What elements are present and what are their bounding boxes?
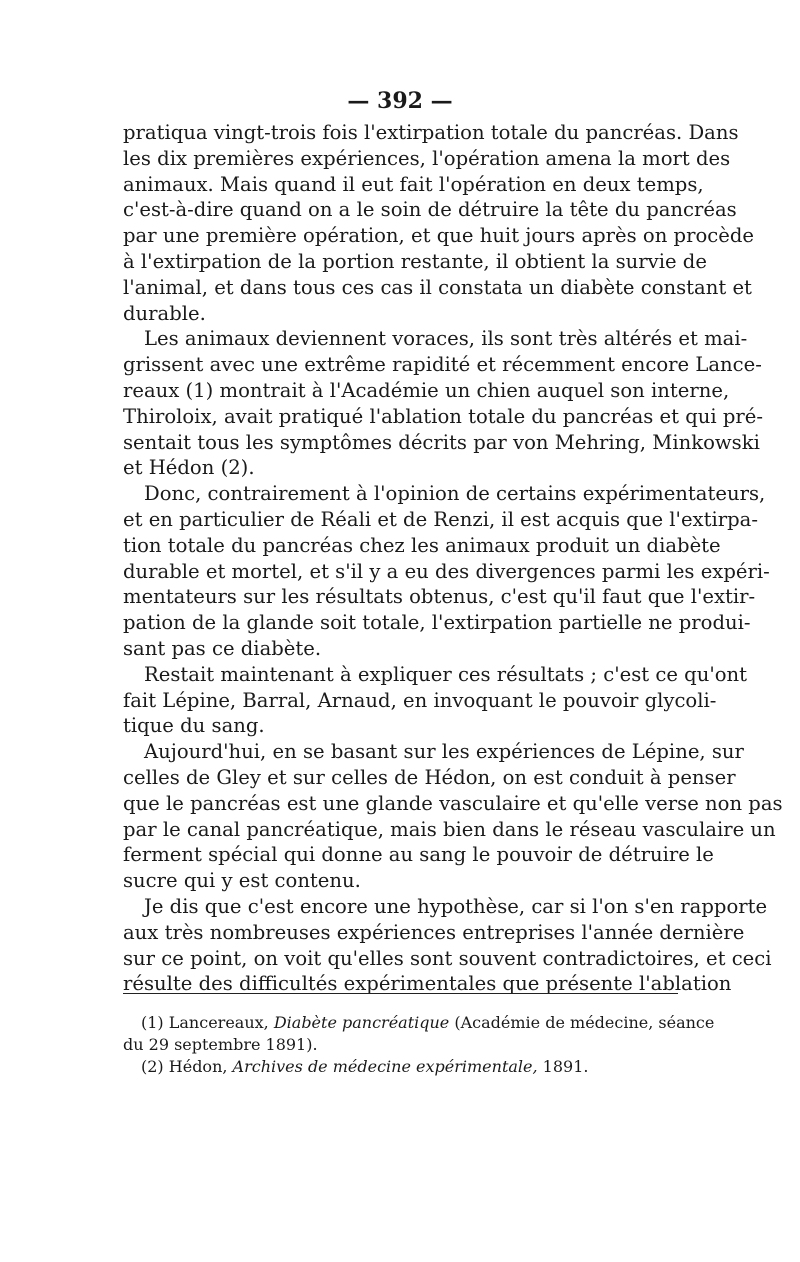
text-line: tique du sang. [123, 714, 265, 738]
paragraph [123, 120, 754, 326]
body-text [123, 120, 783, 997]
footnote-marker: (2) [141, 1057, 164, 1076]
footnote-1 [123, 1012, 715, 1056]
footnote-title: Archives de médecine expérimentale, [232, 1057, 538, 1076]
text-line: sant pas ce diabète. [123, 636, 322, 660]
text-line: reaux (1) montrait à l'Académie un chien auquel son interne, [123, 378, 730, 402]
paragraph [123, 739, 783, 894]
text-line: ferment spécial qui donne au sang le pouvoir de détruire le [123, 843, 714, 867]
text-line: Les animaux deviennent voraces, ils sont très altérés et mai- [144, 327, 748, 351]
footnote-author: Hédon, [168, 1057, 228, 1076]
footnote-source: (Académie de médecine, séance [454, 1013, 715, 1032]
text-line: à l'extirpation de la portion restante, il obtient la survie de [123, 249, 707, 273]
paragraph [123, 326, 764, 481]
text-line: Je dis que c'est encore une hypothèse, car si l'on s'en rapporte [144, 894, 768, 918]
paragraph [123, 662, 747, 739]
text-line: résulte des difficultés expérimentales que présente l'ablation [123, 972, 732, 996]
text-line: Donc, contrairement à l'opinion de certains expérimentateurs, [144, 482, 766, 506]
text-line: l'animal, et dans tous ces cas il constata un diabète constant et [123, 275, 752, 299]
footnote-rule [123, 993, 678, 994]
text-line: et en particulier de Réali et de Renzi, il est acquis que l'extirpa- [123, 507, 758, 531]
text-line: durable et mortel, et s'il y a eu des divergences parmi les expéri- [123, 559, 770, 583]
footnotes [123, 1012, 715, 1078]
text-line: Aujourd'hui, en se basant sur les expériences de Lépine, sur [144, 740, 744, 764]
text-line: sucre qui y est contenu. [123, 869, 361, 893]
page-number: — 392 — [347, 88, 453, 114]
footnote-2 [123, 1056, 678, 1078]
text-line: que le pancréas est une glande vasculaire et qu'elle verse non pas [123, 791, 783, 815]
footnote-year: 1891. [542, 1057, 589, 1076]
text-line: par le canal pancréatique, mais bien dans le réseau vasculaire un [123, 817, 776, 841]
text-line: sentait tous les symptômes décrits par von Mehring, Minkowski [123, 430, 760, 454]
text-line: sur ce point, on voit qu'elles sont souvent contradictoires, et ceci [123, 946, 772, 970]
text-line: tion totale du pancréas chez les animaux produit un diabète [123, 533, 721, 557]
text-line: aux très nombreuses expériences entreprises l'année dernière [123, 920, 745, 944]
text-line: grissent avec une extrême rapidité et récemment encore Lance- [123, 353, 762, 377]
text-line: durable. [123, 301, 206, 325]
text-line: celles de Gley et sur celles de Hédon, on est conduit à penser [123, 765, 736, 789]
paragraph [123, 481, 770, 662]
text-line: fait Lépine, Barral, Arnaud, en invoquant le pouvoir glycoli- [123, 688, 717, 712]
footnote-marker: (1) [141, 1013, 164, 1032]
paragraph [123, 894, 772, 997]
text-line: par une première opération, et que huit jours après on procède [123, 224, 754, 248]
footnote-author: Lancereaux, [168, 1013, 269, 1032]
text-line: pratiqua vingt-trois fois l'extirpation totale du pancréas. Dans [123, 121, 739, 144]
text-line: les dix premières expériences, l'opération amena la mort des [123, 146, 731, 170]
footnote-line [123, 1056, 678, 1078]
footnote-line [123, 1012, 715, 1034]
text-line: pation de la glande soit totale, l'extirpation partielle ne produi- [123, 611, 751, 635]
footnote-continuation: du 29 septembre 1891). [123, 1035, 318, 1054]
text-line: Restait maintenant à expliquer ces résultats ; c'est ce qu'ont [144, 662, 747, 686]
text-line: et Hédon (2). [123, 456, 255, 480]
text-line: Thiroloix, avait pratiqué l'ablation totale du pancréas et qui pré- [123, 404, 764, 428]
text-line: animaux. Mais quand il eut fait l'opération en deux temps, [123, 172, 704, 196]
text-line: mentateurs sur les résultats obtenus, c'est qu'il faut que l'extir- [123, 585, 756, 609]
footnote-title: Diabète pancréatique [273, 1013, 450, 1032]
text-line: c'est-à-dire quand on a le soin de détruire la tête du pancréas [123, 198, 737, 222]
